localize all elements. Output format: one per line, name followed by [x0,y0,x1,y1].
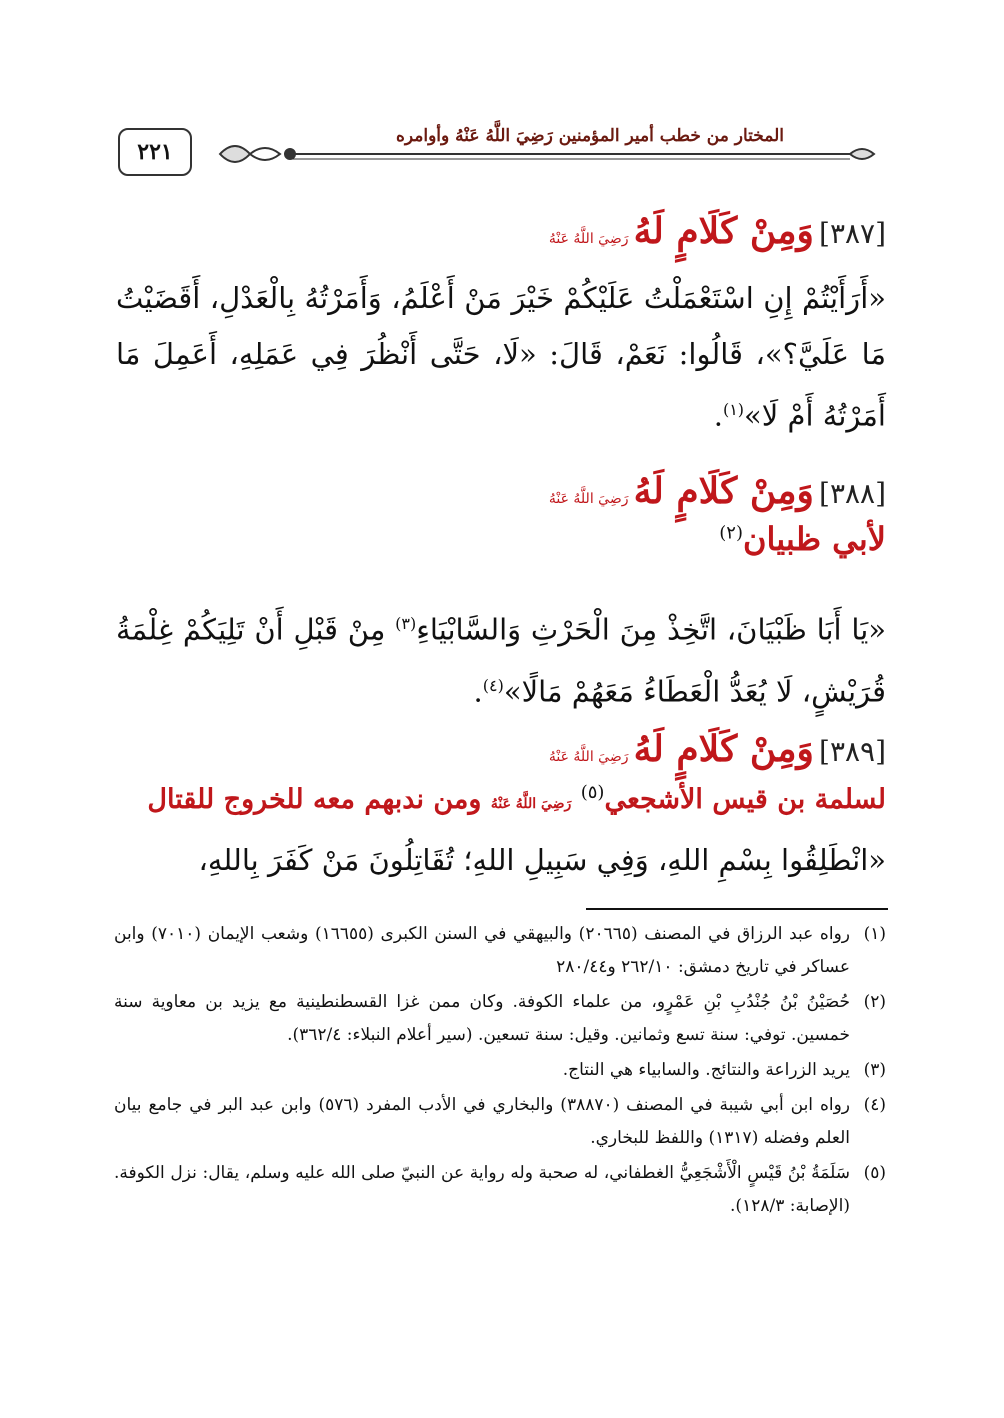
honorific: رَضِيَ اللَّهُ عَنْهُ [548,749,629,765]
section-subtitle [719,520,886,558]
footnote [114,1054,886,1087]
subtitle-text: لأبي ظبيان [743,520,886,558]
section-heading [549,470,886,512]
footnote-ref: (٤) [482,675,504,695]
section-number: [٣٨٧] [819,217,886,250]
footnote-text: حُصَيْنُ بْنُ جُنْدُبِ بْنِ عَمْرٍو، من علماء الكوفة. وكان ممن غزا القسطنطينية مع يزيد بن معاوية سنة خمسين. توفي: سنة تسع وثمانين. وقيل: سنة تسعين. (سير أعلام النبلاء: ٣٦٢/٤). [114,992,850,1045]
page-number: ٢٢١ [118,128,192,176]
footnote-ref: (٢) [719,522,743,544]
section-title: وَمِنْ كَلَامٍ لَهُ [633,210,814,252]
honorific: رَضِيَ اللَّهُ عَنْهُ [548,231,629,247]
running-title: المختار من خطب أمير المؤمنين رَضِيَ اللَّهُ عَنْهُ وأوامره [388,126,792,146]
section-heading [549,210,886,252]
honorific: رَضِيَ اللَّهُ عَنْهُ [490,796,572,812]
footnote [114,986,886,1052]
footnote-separator [586,908,888,910]
section-body [116,270,886,444]
body-end: . [713,398,723,433]
body-text: مِنْ قَبْلِ أَنْ تَلِيَكُمْ غِلْمَةُ قُرَيْشٍ، لَا يُعَدُّ الْعَطَاءُ مَعَهُمْ مَالًا» [116,612,886,709]
body-text: «انْطَلِقُوا بِسْمِ اللهِ، وَفِي سَبِيلِ اللهِ؛ تُقَاتِلُونَ مَنْ كَفَرَ بِاللهِ، [198,843,886,877]
page-header [118,118,888,188]
footnote-number: (٣) [863,1060,886,1080]
footnote-number: (٤) [863,1095,886,1115]
section-subtitle [147,782,886,815]
honorific: رَضِيَ اللَّهُ عَنْهُ [548,491,629,507]
section-body [116,832,886,888]
section-number: [٣٨٨] [819,477,886,510]
footnote-number: (٥) [863,1163,886,1183]
section-number: [٣٨٩] [819,735,886,768]
footnote-number: (٢) [863,992,886,1012]
section-body [116,596,886,719]
subtitle-text: لسلمة بن قيس الأشجعي [604,784,886,815]
footnote-text: يريد الزراعة والنتائج. والسابياء هي النتاج. [562,1060,850,1080]
body-end: . [473,674,483,709]
section-title: وَمِنْ كَلَامٍ لَهُ [633,728,814,770]
footnote-number: (١) [863,924,886,944]
footnotes [114,918,886,1225]
footnote [114,1157,886,1223]
footnote-ref: (٣) [395,614,417,633]
section-title: وَمِنْ كَلَامٍ لَهُ [633,470,814,512]
footnote-text: رواه ابن أبي شيبة في المصنف (٣٨٨٧٠) والبخاري في الأدب المفرد (٥٧٦) وابن عبد البر في جامع بيان العلم وفضله (١٣١٧) واللفظ للبخاري. [114,1095,851,1148]
footnote-ref: (٥) [580,782,605,803]
subtitle-text: ومن ندبهم معه للخروج للقتال [147,784,482,815]
footnote-text: سَلَمَةُ بْنُ قَيْسٍ الْأَشْجَعِيُّ الغطفاني، له صحبة وله رواية عن النبيّ صلى الله عليه وسلم، يقال: نزل الكوفة. (الإصابة: ١٢٨/٣). [114,1163,850,1216]
body-text: «يَا أَبَا ظَبْيَانَ، اتَّخِذْ مِنَ الْحَرْثِ وَالسَّابْيَاءِ [416,612,887,647]
footnote-text: رواه عبد الرزاق في المصنف (٢٠٦٦٥) والبيهقي في السنن الكبرى (١٦٦٥٥) وشعب الإيمان (٧٠١٠) وابن عساكر في تاريخ دمشق: ٢٦٢/١٠ و٢٨٠/٤٤ [114,924,850,977]
footnote [114,1089,886,1155]
footnote [114,918,886,984]
body-text: «أَرَأَيْتُمْ إِنِ اسْتَعْمَلْتُ عَلَيْكُمْ خَيْرَ مَنْ أَعْلَمُ، وَأَمَرْتُهُ بِالْعَدْلِ، أَقَضَيْتُ مَا عَلَيَّ؟»، قَالُوا: نَعَمْ، قَالَ: «لَا، حَتَّى أَنْظُرَ فِي عَمَلِهِ، أَعَمِلَ مَا أَمَرْتُهُ أَمْ لَا» [116,281,886,433]
footnote-ref: (١) [722,400,745,419]
section-heading [549,728,886,770]
